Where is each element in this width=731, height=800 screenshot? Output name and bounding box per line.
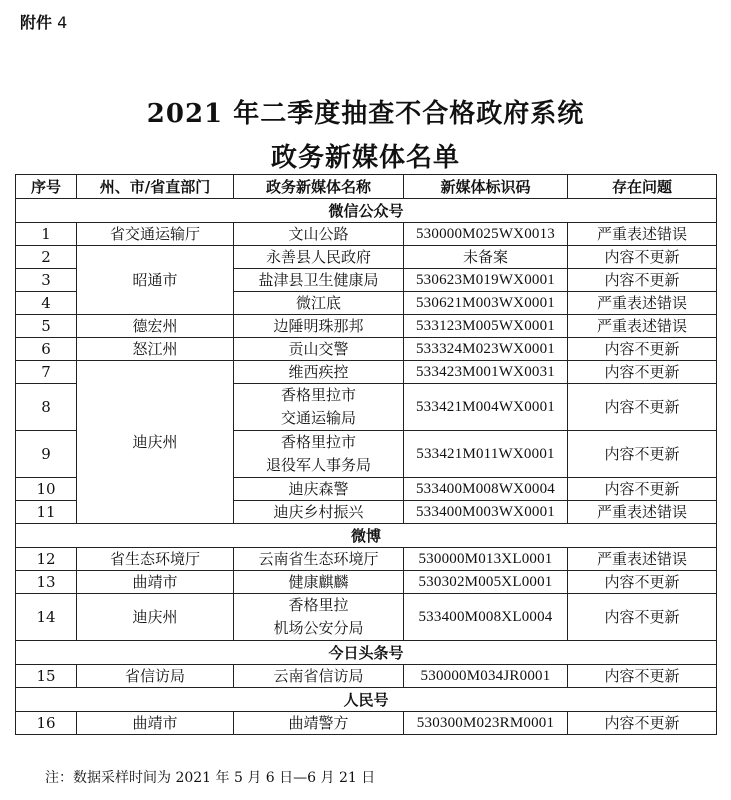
section-row-wechat — [16, 199, 717, 223]
row-media-name: 盐津县卫生健康局 — [234, 269, 404, 292]
document-title-line1: 2021 年二季度抽查不合格政府系统 — [146, 99, 585, 129]
media-name-line1: 香格里拉市 — [280, 386, 356, 404]
row-department: 怒江州 — [77, 338, 234, 361]
row-media-code: 533400M008WX0004 — [404, 478, 568, 501]
row-no: 16 — [16, 712, 77, 735]
row-media-name: 云南省信访局 — [234, 665, 404, 688]
section-row-renmin — [16, 688, 717, 712]
row-department: 省生态环境厅 — [77, 548, 234, 571]
row-media-code: 533324M023WX0001 — [404, 338, 568, 361]
table-row — [16, 594, 717, 641]
row-issue: 内容不更新 — [568, 361, 717, 384]
row-media-code: 533400M003WX0001 — [404, 501, 568, 524]
media-name-line2: 机场公安分局 — [273, 619, 364, 637]
row-media-name: 永善县人民政府 — [234, 246, 404, 269]
header-media-name: 政务新媒体名称 — [234, 175, 404, 199]
row-media-name: 边陲明珠那邦 — [234, 315, 404, 338]
row-no: 2 — [16, 246, 77, 269]
row-no: 14 — [16, 594, 77, 641]
row-issue: 内容不更新 — [568, 246, 717, 269]
header-issue: 存在问题 — [568, 175, 717, 199]
header-no: 序号 — [16, 175, 77, 199]
row-media-code: 530300M023RM0001 — [404, 712, 568, 735]
row-issue: 内容不更新 — [568, 712, 717, 735]
row-media-name — [234, 431, 404, 478]
row-media-code: 530302M005XL0001 — [404, 571, 568, 594]
row-media-code: 533400M008XL0004 — [404, 594, 568, 641]
row-media-name: 健康麒麟 — [234, 571, 404, 594]
section-title: 人民号 — [16, 688, 717, 712]
row-issue: 严重表述错误 — [568, 548, 717, 571]
table-header-row — [16, 175, 717, 199]
table-row — [16, 315, 717, 338]
row-media-name — [234, 384, 404, 431]
row-media-name: 维西疾控 — [234, 361, 404, 384]
media-name-line2: 退役军人事务局 — [265, 456, 371, 474]
header-media-code: 新媒体标识码 — [404, 175, 568, 199]
media-name-line1: 香格里拉市 — [280, 433, 356, 451]
row-media-name: 文山公路 — [234, 223, 404, 246]
row-department: 德宏州 — [77, 315, 234, 338]
row-no: 13 — [16, 571, 77, 594]
row-issue: 内容不更新 — [568, 665, 717, 688]
row-issue: 内容不更新 — [568, 338, 717, 361]
attachment-label — [20, 10, 67, 33]
section-title: 今日头条号 — [16, 641, 717, 665]
row-media-code: 530000M025WX0013 — [404, 223, 568, 246]
row-no: 7 — [16, 361, 77, 384]
document-title-line2: 政务新媒体名单 — [270, 143, 460, 173]
row-media-name: 微江底 — [234, 292, 404, 315]
row-media-name — [234, 594, 404, 641]
row-department: 省交通运输厅 — [77, 223, 234, 246]
table-row — [16, 361, 717, 384]
row-media-name: 贡山交警 — [234, 338, 404, 361]
section-row-toutiao — [16, 641, 717, 665]
row-issue: 内容不更新 — [568, 571, 717, 594]
header-department: 州、市/省直部门 — [77, 175, 234, 199]
row-issue: 内容不更新 — [568, 431, 717, 478]
row-no: 1 — [16, 223, 77, 246]
row-media-name: 曲靖警方 — [234, 712, 404, 735]
row-media-name: 迪庆森警 — [234, 478, 404, 501]
row-issue: 内容不更新 — [568, 594, 717, 641]
table-row — [16, 246, 717, 269]
row-no: 6 — [16, 338, 77, 361]
row-no: 11 — [16, 501, 77, 524]
table-row — [16, 665, 717, 688]
attachment-word: 附件 — [20, 13, 53, 32]
row-issue: 内容不更新 — [568, 384, 717, 431]
section-row-weibo — [16, 524, 717, 548]
row-department: 省信访局 — [77, 665, 234, 688]
row-no: 12 — [16, 548, 77, 571]
row-media-code: 530000M034JR0001 — [404, 665, 568, 688]
row-no: 10 — [16, 478, 77, 501]
row-no: 8 — [16, 384, 77, 431]
row-department: 昭通市 — [77, 246, 234, 315]
row-department: 曲靖市 — [77, 571, 234, 594]
row-department: 迪庆州 — [77, 594, 234, 641]
row-media-name: 云南省生态环境厅 — [234, 548, 404, 571]
row-issue: 内容不更新 — [568, 478, 717, 501]
row-media-code: 未备案 — [404, 246, 568, 269]
media-name-line1: 香格里拉 — [288, 596, 349, 614]
section-title: 微信公众号 — [16, 199, 717, 223]
footnote: 注：数据采样时间为 2021 年 5 月 6 日—6 月 21 日 — [45, 770, 376, 786]
row-media-code: 533123M005WX0001 — [404, 315, 568, 338]
row-media-code: 533423M001WX0031 — [404, 361, 568, 384]
row-no: 3 — [16, 269, 77, 292]
row-no: 9 — [16, 431, 77, 478]
row-media-name: 迪庆乡村振兴 — [234, 501, 404, 524]
row-media-code: 530623M019WX0001 — [404, 269, 568, 292]
row-issue: 严重表述错误 — [568, 501, 717, 524]
table-row — [16, 338, 717, 361]
row-no: 5 — [16, 315, 77, 338]
row-no: 15 — [16, 665, 77, 688]
row-department: 迪庆州 — [77, 361, 234, 524]
media-name-line2: 交通运输局 — [280, 409, 356, 427]
row-issue: 严重表述错误 — [568, 292, 717, 315]
row-no: 4 — [16, 292, 77, 315]
row-media-code: 533421M004WX0001 — [404, 384, 568, 431]
table-row — [16, 223, 717, 246]
table-row — [16, 548, 717, 571]
row-media-code: 530000M013XL0001 — [404, 548, 568, 571]
row-issue: 严重表述错误 — [568, 315, 717, 338]
table-row — [16, 571, 717, 594]
table-row — [16, 712, 717, 735]
attachment-number: 4 — [57, 13, 68, 32]
row-media-code: 533421M011WX0001 — [404, 431, 568, 478]
row-issue: 内容不更新 — [568, 269, 717, 292]
section-title: 微博 — [16, 524, 717, 548]
row-department: 曲靖市 — [77, 712, 234, 735]
row-issue: 严重表述错误 — [568, 223, 717, 246]
media-list-table — [15, 174, 717, 735]
row-media-code: 530621M003WX0001 — [404, 292, 568, 315]
